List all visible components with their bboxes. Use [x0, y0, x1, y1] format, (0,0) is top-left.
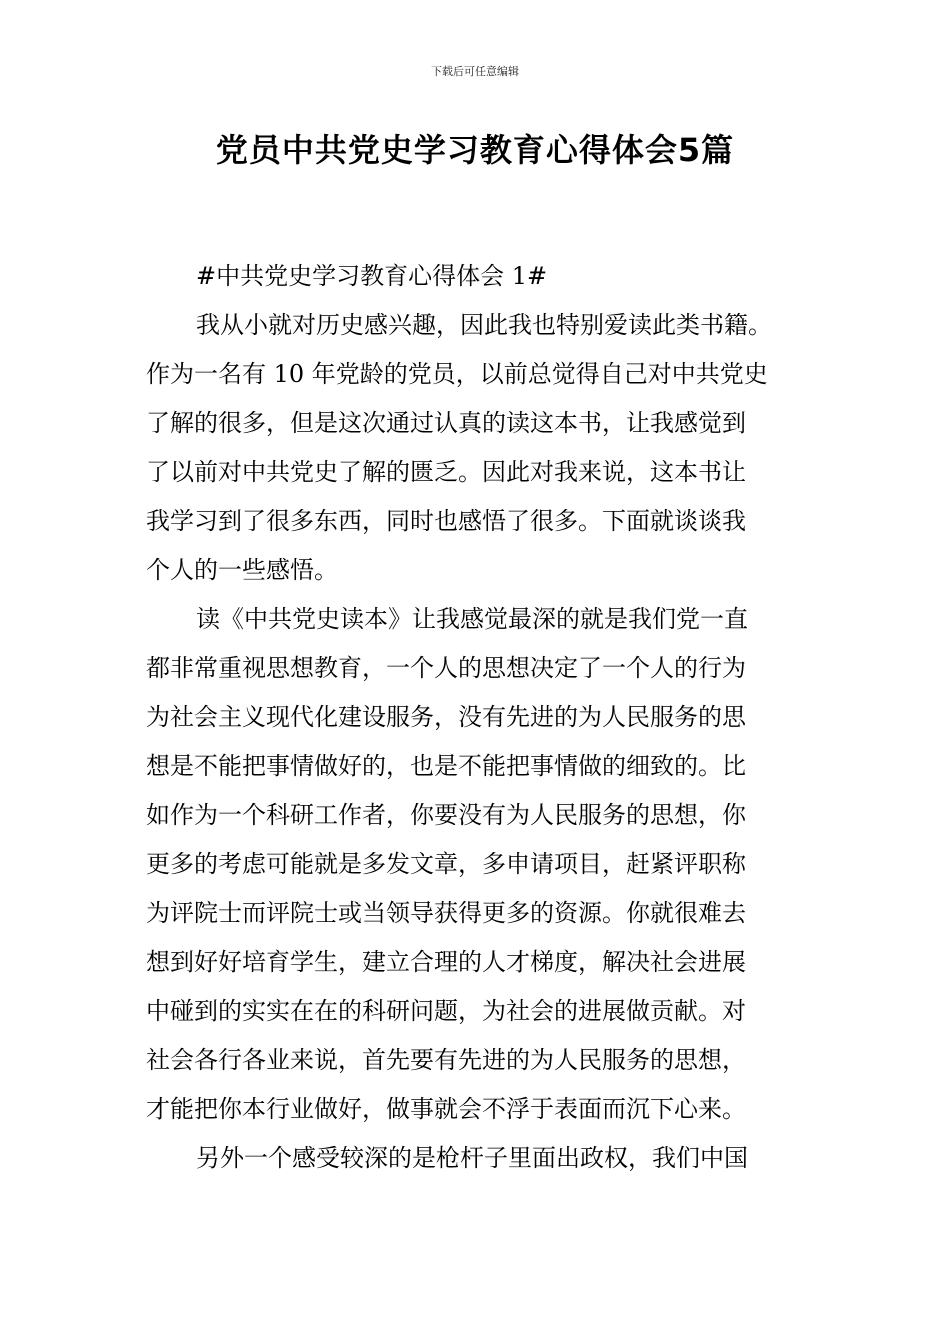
paragraph-line: 更多的考虑可能就是多发文章，多申请项目，赶紧评职称 [146, 850, 746, 878]
paragraph-line: 社会各行各业来说，首先要有先进的为人民服务的思想， [146, 1046, 746, 1074]
paragraph-first-line: 另外一个感受较深的是枪杆子里面出政权，我们中国 [196, 1144, 748, 1172]
paragraph-first-line: 读《中共党史读本》让我感觉最深的就是我们党一直 [196, 605, 748, 633]
paragraph-line: 中碰到的实实在在的科研问题，为社会的进展做贡献。对 [146, 997, 746, 1025]
document-title: 党员中共党史学习教育心得体会5篇 [215, 131, 735, 169]
paragraph-line: 我学习到了很多东西，同时也感悟了很多。下面就谈谈我 [146, 507, 746, 535]
paragraph-line: 了解的很多，但是这次通过认真的读这本书，让我感觉到 [146, 409, 746, 437]
paragraph-line: 想是不能把事情做好的，也是不能把事情做的细致的。比 [146, 752, 746, 780]
paragraph-line: 才能把你本行业做好，做事就会不浮于表面而沉下心来。 [146, 1095, 746, 1123]
document-body [146, 252, 826, 1183]
paragraph-line: 想到好好培育学生，建立合理的人才梯度，解决社会进展 [146, 948, 746, 976]
paragraph-line: 了以前对中共党史了解的匮乏。因此对我来说，这本书让 [146, 458, 746, 486]
paragraph-line: 都非常重视思想教育，一个人的思想决定了一个人的行为 [146, 654, 746, 682]
paragraph-first-line: #中共党史学习教育心得体会 1# [196, 262, 548, 290]
paragraph-line: 为社会主义现代化建设服务，没有先进的为人民服务的思 [146, 703, 746, 731]
paragraph-line: 如作为一个科研工作者，你要没有为人民服务的思想，你 [146, 801, 746, 829]
paragraph-line: 作为一名有 10 年党龄的党员，以前总觉得自己对中共党史 [146, 360, 768, 388]
paragraph-first-line: 我从小就对历史感兴趣，因此我也特别爱读此类书籍。 [196, 311, 772, 339]
paragraph-line: 个人的一些感悟。 [146, 556, 338, 584]
header-note: 下载后可任意编辑 [431, 65, 519, 78]
paragraph-line: 为评院士而评院士或当领导获得更多的资源。你就很难去 [146, 899, 746, 927]
